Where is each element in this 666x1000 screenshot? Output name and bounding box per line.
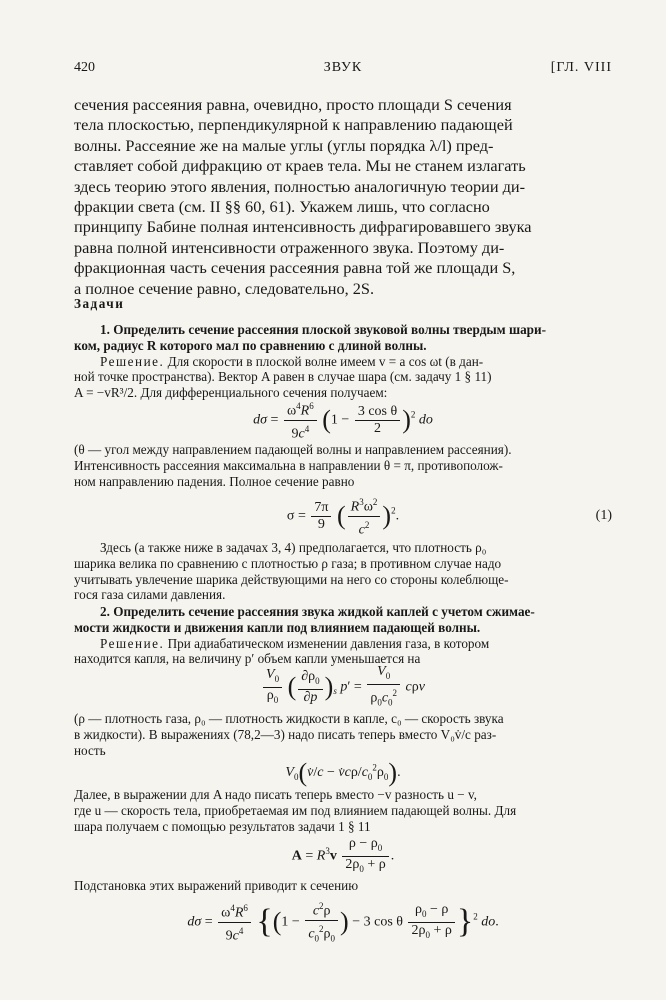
solution-label: Решение. [100, 353, 165, 369]
solution-label: Решение. [100, 635, 165, 651]
text-line: сечения рассеяния равна, очевидно, просто площади S сечения [74, 95, 512, 114]
intro-paragraph [74, 95, 612, 299]
text-line: здесь теорию этого явления, полностью аналогичную теории ди- [74, 176, 526, 196]
problem-2-then: Далее, в выражении для A надо писать теперь вместо −v разность u − v, где u — скорость тела, приобретаемая им под влиянием падающей волны. Для шара получаем с помощью результатов задачи 1 § 11 [74, 787, 517, 834]
problem-statement: ком, радиус R которого мал по сравнению с длиной волны. [74, 337, 427, 353]
chapter-label: [ГЛ. VIII [550, 60, 612, 75]
text-line: фракционная часть сечения рассеяния равна той же площади S, [74, 258, 516, 278]
problem-statement: 1. Определить сечение рассеяния плоской звуковой волны твердым шари- [100, 322, 546, 337]
problem-1: 1. Определить сечение рассеяния плоской звуковой волны твердым шари- ком, радиус R которого мал по сравнению с длиной волны. Решение. Для скорости в плоской волне имеем v = a cos ωt (в дан- ной точке пространства). Вектор A равен в случае шара (см. задачу 1 § 11) A = −vR³/2. Для дифференциального сечения получаем: [74, 322, 612, 401]
text-line: тела плоскостью, перпендикулярной к направлению падающей [74, 115, 513, 135]
problem-2: 2. Определить сечение рассеяния звука жидкой каплей с учетом сжимае- мости жидкости и движения капли под влиянием падающей волны. Решение. При адиабатическом изменении давления газа, в котором находится капля, на величину p′ объем капли уменьшается на [74, 604, 612, 667]
problem-statement: мости жидкости и движения капли под влиянием падающей волны. [74, 619, 481, 635]
formula-difference: $V_0(v̇/c$ − $v̇c\rho/c_0^2\rho_0$). [285, 758, 401, 787]
equation-number: (1) [595, 508, 612, 524]
text-line: ставляет собой дифракцию от краев тела. Мы не станем излагать [74, 156, 526, 176]
problem-1-after: (θ — угол между направлением падающей волны и направлением рассеяния). Интенсивность рассеяния максимальна в направлении θ = π, противополож- ном направлению падения. Полное сечение равно [74, 442, 512, 489]
text-line: волны. Рассеяние же на малые углы (углы порядка λ/l) пред- [74, 135, 494, 155]
problem-statement: 2. Определить сечение рассеяния звука жидкой каплей с учетом сжимае- [100, 604, 535, 619]
formula-volume-change: $\frac{V_0}{\rho_0}$ ( $\frac{\partial\rho_0}{\partial p}$ )$_s$ p′ = $\frac{V_0}{\rho_0c_0^2}$ cρv [74, 664, 612, 710]
text-line: фракции света (см. II §§ 60, 61). Укажем лишь, что согласно [74, 197, 490, 217]
formula-final-cross-section: dσ = $\frac{\omega^4R^6}{9c^4}$ {(1 − $\frac{c^2\rho}{c_0^2\rho_0}$ ) − 3 cos θ $\frac{\rho_0 - \rho}{2\rho_0 + \rho}$ }$^2$ do. [74, 898, 612, 946]
text-line: а полное сечение равно, следовательно, 2S. [74, 278, 375, 298]
formula-vector-a: $A = R^3v$ $\frac{\rho - \rho_0}{2\rho_0 + \rho}$ . [291, 836, 395, 874]
running-header [74, 60, 612, 80]
problem-2-after: (ρ — плотность газа, ρ₀ — плотность жидкости в капле, c₀ — скорость звука в жидкости). В выражениях (78,2—3) надо писать теперь вместо V₀v̇/c раз- ность [74, 711, 504, 758]
formula-total-cross-section: σ = $\frac{7\pi}{9}$ ( $\frac{R^3\omega^2}{c^2}$ )$^2$. (1) [74, 494, 612, 538]
problem-2-subst: Подстановка этих выражений приводит к сечению [74, 878, 359, 893]
text-line: равна полной интенсивности отраженного звука. Поэтому ди- [74, 237, 505, 257]
formula-diff-cross-section: dσ = $\frac{\omega^4R^6}{9c^4}$ (1 − $\frac{\text{3 cos θ}}{2}$ )$^2$ do [74, 398, 612, 442]
page-number: 420 [74, 60, 95, 75]
running-title: ЗВУК [323, 60, 363, 75]
problem-1-note: Здесь (а также ниже в задачах 3, 4) предполагается, что плотность ρ₀ шарика велика по сравнению с плотностью ρ газа; в противном случае надо учитывать увлечение шарика действующими на него со стороны колеблюще- гося газа силами давления. [74, 540, 509, 603]
text-line: принципу Бабине полная интенсивность дифрагировавшего звука [74, 217, 532, 237]
problems-heading: Задачи [74, 296, 125, 311]
